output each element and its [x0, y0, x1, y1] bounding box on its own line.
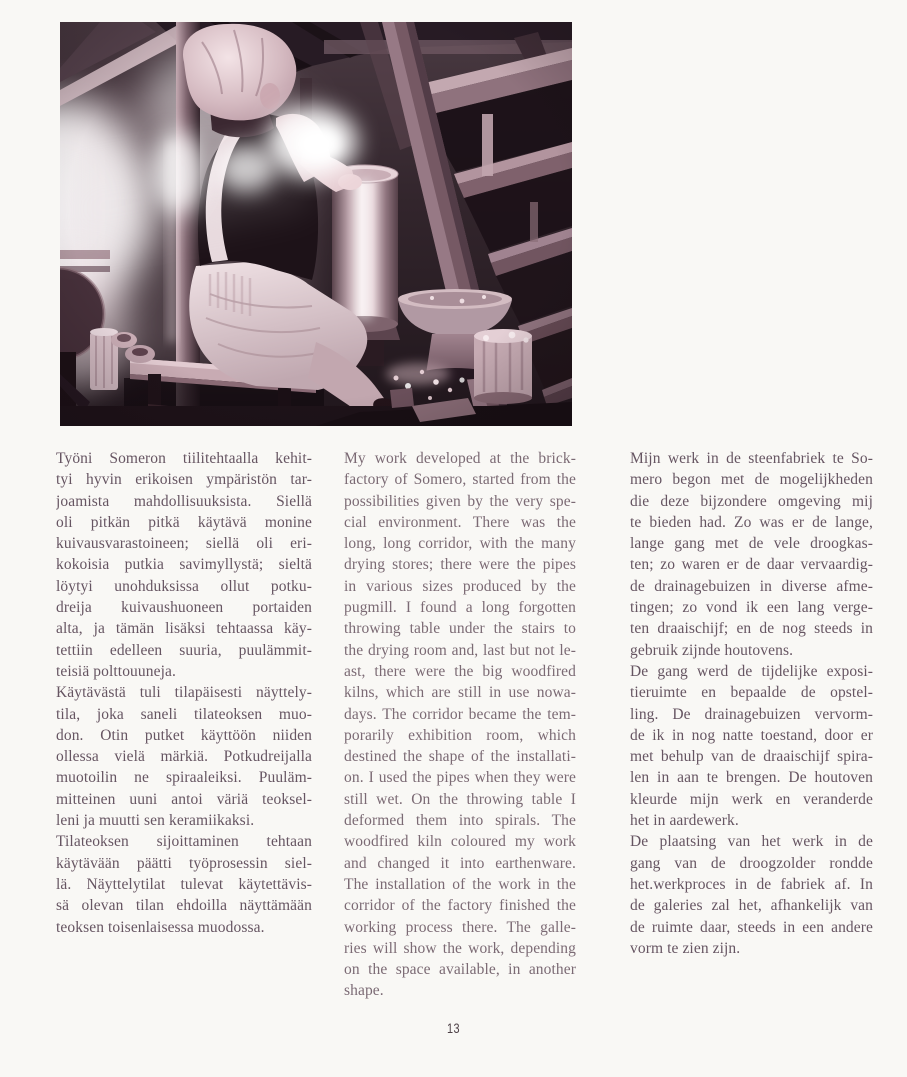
text-line: die deze bijzondere omgeving mij: [630, 492, 873, 510]
text-line: te bieden had. Zo was er de lange,: [630, 513, 873, 531]
text-line: on. I used the pipes when they were: [344, 769, 576, 787]
text-line: alta, ja tämän lisäksi tehtaassa käy-: [56, 620, 312, 638]
text-line: käytävään päätti työprosessin siel-: [56, 854, 312, 872]
text-line: ollessa vielä märkiä. Potkudreijalla: [56, 748, 312, 766]
text-line: porarily exhibition room, which: [344, 726, 576, 744]
text-line: The installation of the work in the: [344, 875, 576, 893]
text-line: working process there. The galle-: [344, 918, 576, 936]
text-line: oli pitkän pitkä käytävä monine: [56, 513, 312, 531]
text-line: still wet. On the throwing table I: [344, 790, 576, 808]
text-line: gebruik zijnde houtovens.: [630, 641, 794, 659]
text-line: long, long corridor, with the many: [344, 535, 576, 553]
text-line: tieruimte en bepaalde de opstel-: [630, 684, 873, 702]
text-line: shape.: [344, 982, 384, 1000]
text-line: My work developed at the brick-: [344, 450, 576, 467]
text-line: the drying room and, last but not le-: [344, 641, 576, 659]
text-line: De gang werd de tijdelijke exposi-: [630, 662, 873, 680]
text-line: days. The corridor became the tem-: [344, 705, 576, 723]
text-line: Mijn werk in de steenfabriek te So-: [630, 450, 873, 467]
text-line: kuivausvarastoineen; siellä oli eri-: [56, 535, 312, 553]
text-line: teoksen toisenlaisessa muodossa.: [56, 918, 265, 936]
text-line: löytyi unohduksissa ollut potku-: [56, 577, 312, 595]
text-line: leni ja muutti sen keramiikaksi.: [56, 812, 255, 830]
text-line: het.werkproces in de fabriek af. In: [630, 875, 873, 893]
column-english: [344, 448, 576, 1002]
text-line: kilns, which are still in use nowa-: [344, 684, 576, 702]
text-line: woodfired kiln coloured my work: [344, 833, 576, 851]
text-line: possibilities given by the very spe-: [344, 492, 576, 510]
text-line: lä. Näyttelytilat tulevat käytettävis-: [56, 875, 312, 893]
photograph: [60, 22, 572, 426]
text-line: ten; zo waren er de daar vervaardig-: [630, 556, 873, 574]
text-line: factory of Somero, started from the: [344, 471, 576, 489]
photo-artwork: [60, 22, 572, 426]
text-line: lange gang met de vele droogkas-: [630, 535, 873, 553]
text-line: corridor of the factory finished the: [344, 897, 576, 915]
text-line: tyi hyvin erikoisen ympäristön tar-: [56, 471, 312, 489]
text-line: de drainagebuizen in diverse afme-: [630, 577, 873, 595]
text-line: in various sizes produced by the: [344, 577, 576, 595]
text-line: dreija kuivaushuoneen portaiden: [56, 599, 312, 617]
text-line: ries will show the work, depending: [344, 939, 576, 957]
text-line: De plaatsing van het werk in de: [630, 833, 873, 851]
text-line: Käytävästä tuli tilapäisesti näyttely-: [56, 684, 312, 702]
column-finnish: [56, 448, 312, 938]
text-line: throwing table under the stairs to: [344, 620, 576, 638]
text-line: destined the shape of the installati-: [344, 748, 576, 766]
text-line: on the space available, in another: [344, 961, 576, 979]
page-number: 13: [447, 1020, 460, 1036]
text-line: de galeries zal het, afhankelijk van: [630, 897, 873, 915]
text-line: len in aan te brengen. De houtoven: [630, 769, 873, 787]
text-line: tingen; zo vond ik een lang verge-: [630, 599, 873, 617]
text-line: kokoisia putkia savimyllystä; sieltä: [56, 556, 312, 574]
text-line: Työni Someron tiilitehtaalla kehit-: [56, 450, 312, 467]
text-line: tettiin edelleen suuria, puulämmit-: [56, 641, 312, 659]
text-line: het in aardewerk.: [630, 812, 739, 830]
text-line: teisiä polttouuneja.: [56, 662, 176, 680]
text-line: kleurde mijn werk en veranderde: [630, 790, 873, 808]
text-line: mero begon met de mogelijkheden: [630, 471, 873, 489]
text-line: ast, there were the big woodfired: [344, 662, 576, 680]
text-line: Tilateoksen sijoittaminen tehtaan: [56, 833, 312, 851]
text-line: deformed them into spirals. The: [344, 812, 576, 830]
text-line: ling. De drainagebuizen vervorm-: [630, 705, 873, 723]
text-line: muotoilin ne spiraaleiksi. Puuläm-: [56, 769, 312, 787]
text-line: cial environment. There was the: [344, 513, 576, 531]
text-line: met behulp van de draaischijf spira-: [630, 748, 873, 766]
text-line: gang van de droogzolder rondde: [630, 854, 873, 872]
text-line: and changed it into earthenware.: [344, 854, 576, 872]
text-line: pugmill. I found a long forgotten: [344, 599, 576, 617]
text-line: drying stores; there were the pipes: [344, 556, 576, 574]
text-line: sä olevan tilan ehdoilla näyttämään: [56, 897, 312, 915]
text-line: de ik in nog natte toestand, door er: [630, 726, 873, 744]
text-line: mitteinen uuni antoi väriä teoksel-: [56, 790, 312, 808]
text-line: ten draaischijf; en de nog steeds in: [630, 620, 873, 638]
text-line: joamista mahdollisuuksista. Siellä: [56, 492, 312, 510]
text-line: vorm te zien zijn.: [630, 939, 741, 957]
text-line: tila, joka saneli tilateoksen muo-: [56, 705, 312, 723]
photo-vignette: [60, 22, 572, 426]
column-dutch: [630, 448, 873, 959]
text-line: don. Otin putket käyttöön niiden: [56, 726, 312, 744]
text-line: de ruimte daar, steeds in een andere: [630, 918, 873, 936]
